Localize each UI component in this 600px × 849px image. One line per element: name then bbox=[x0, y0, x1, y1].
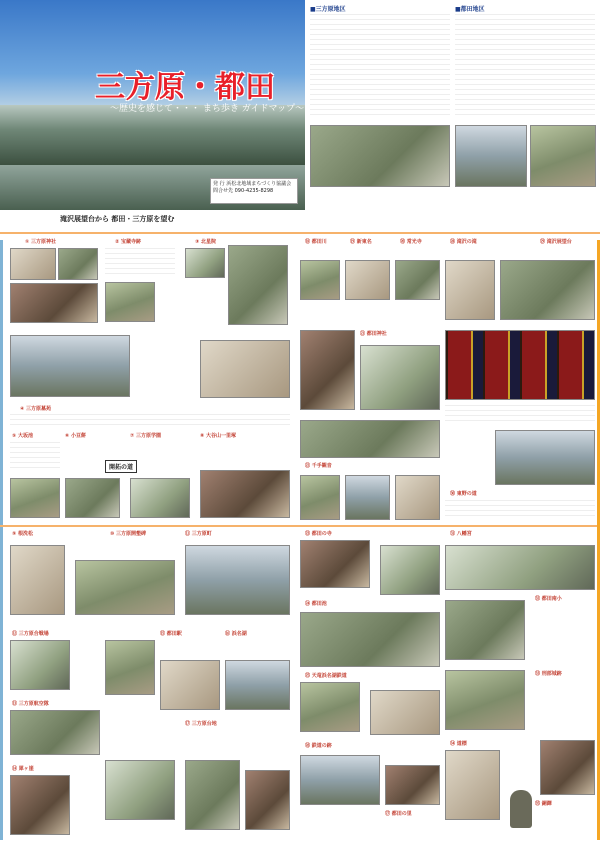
spot-4-photo bbox=[10, 335, 130, 397]
miyakoda-photo-2 bbox=[530, 125, 596, 187]
r-photo-6 bbox=[445, 670, 525, 730]
spot-13-label: ⑬ 三方原航空隊 bbox=[12, 701, 49, 707]
spot-1-photo-3 bbox=[10, 283, 98, 323]
r-photo-3 bbox=[495, 430, 595, 485]
spot-7-photo bbox=[130, 478, 190, 518]
mikatahara-heading: ■三方原地区 bbox=[310, 6, 346, 13]
m-photo-1 bbox=[300, 260, 340, 300]
m-photo-11 bbox=[380, 545, 440, 595]
spot-25-label: ㉕ 天竜浜名湖鉄道 bbox=[305, 673, 347, 679]
spot-3-photo bbox=[185, 248, 225, 278]
r-photo-2 bbox=[500, 260, 595, 320]
top-divider bbox=[0, 232, 600, 234]
cover-photo bbox=[0, 105, 305, 165]
spot-9-photo bbox=[10, 545, 65, 615]
m-photo-4 bbox=[300, 330, 355, 410]
spot-2-photo bbox=[105, 282, 155, 322]
spot-4-text bbox=[10, 414, 290, 428]
spot-3-label: ③ 北星院 bbox=[195, 239, 216, 245]
spot-11-label: ⑪ 三方原町 bbox=[185, 531, 212, 537]
m-photo-6 bbox=[300, 420, 440, 458]
spot-19-label: ⑲ 新東名 bbox=[350, 239, 372, 245]
spot-34-label: ㉞ 道標 bbox=[450, 741, 467, 747]
spot-12-photo bbox=[10, 640, 70, 690]
folding-screen-art bbox=[445, 330, 595, 400]
spot-5-label: ⑤ 大坂池 bbox=[12, 433, 33, 439]
spot-1-label: ① 三方原神社 bbox=[25, 239, 56, 245]
m-photo-14 bbox=[370, 690, 440, 735]
spot-4-label: ④ 三方原墓苑 bbox=[20, 406, 51, 412]
m-photo-2 bbox=[345, 260, 390, 300]
publisher-box bbox=[210, 178, 298, 204]
spot-18-photo bbox=[105, 760, 175, 820]
spot-12-label: ⑫ 三方原合戦場 bbox=[12, 631, 49, 637]
kaitaku-road-label: 開拓の道 bbox=[105, 460, 137, 473]
spot-19-photo bbox=[185, 760, 240, 830]
spot-20-label: ⑳ 常光寺 bbox=[400, 239, 422, 245]
spot-23-label: ㉓ 都田の寺 bbox=[305, 531, 332, 537]
spot-35-label: ㉟ 銅鐸 bbox=[535, 801, 552, 807]
r-photo-7 bbox=[445, 750, 500, 820]
spot-26-label: ㉖ 鉄道の跡 bbox=[305, 743, 332, 749]
r-text-2 bbox=[445, 500, 595, 520]
spot-27-label: ㉗ 都田の里 bbox=[385, 811, 412, 817]
spot-6-label: ⑥ 小豆餅 bbox=[65, 433, 86, 439]
spot-14-photo bbox=[10, 775, 70, 835]
spot-32-label: ㉜ 都田南小 bbox=[535, 596, 562, 602]
spot-2-text bbox=[105, 248, 175, 278]
r-photo-1 bbox=[445, 260, 495, 320]
r-photo-8 bbox=[540, 740, 595, 795]
spot-31-label: ㉛ 八幡宮 bbox=[450, 531, 472, 537]
publisher-name: 浜松北地域まちづくり協議会 bbox=[226, 181, 292, 187]
miyakoda-intro-text bbox=[455, 14, 595, 119]
left-accent-bar bbox=[0, 240, 3, 840]
spot-17-label: ⑰ 三方原台地 bbox=[185, 721, 217, 727]
r-text-1 bbox=[445, 405, 595, 425]
spot-9-label: ⑨ 根洗松 bbox=[12, 531, 33, 537]
spot-30-label: ㉚ 東野の道 bbox=[450, 491, 477, 497]
m-photo-3 bbox=[395, 260, 440, 300]
m-photo-5 bbox=[360, 345, 440, 410]
m-photo-9 bbox=[395, 475, 440, 520]
spot-17-photo bbox=[225, 660, 290, 710]
cover-title: 三方原・都田 bbox=[95, 70, 275, 105]
spot-14-label: ⑭ 犀ヶ崖 bbox=[12, 766, 34, 772]
spot-5-photo bbox=[10, 478, 60, 518]
contact-text: 問合せ先 090-4235-8298 bbox=[213, 188, 274, 194]
spot-16-photo bbox=[160, 660, 220, 710]
mid-divider bbox=[0, 525, 600, 527]
spot-15-photo bbox=[105, 640, 155, 695]
m-photo-13 bbox=[300, 682, 360, 732]
spot-20-photo bbox=[245, 770, 290, 830]
spot-5-text bbox=[10, 442, 60, 472]
r-photo-4 bbox=[445, 545, 595, 590]
r-photo-5 bbox=[445, 600, 525, 660]
spot-15-label: ⑮ 都田駅 bbox=[160, 631, 182, 637]
cover-subtitle: ～歴史を感じて・・・ まち歩き ガイドマップ～ bbox=[110, 104, 305, 114]
spot-8-photo bbox=[200, 470, 290, 518]
cover-caption: 滝沢展望台から 都田・三方原を望む bbox=[60, 215, 175, 223]
m-photo-8 bbox=[345, 475, 390, 520]
cover-panel bbox=[0, 0, 305, 210]
miyakoda-heading: ■都田地区 bbox=[455, 6, 485, 13]
m-photo-15 bbox=[300, 755, 380, 805]
spot-11-photo bbox=[185, 545, 290, 615]
spot-10-photo bbox=[75, 560, 175, 615]
spot-1-photo bbox=[10, 248, 56, 280]
mikatahara-intro-text bbox=[310, 14, 450, 119]
spot-16-label: ⑯ 浜名湖 bbox=[225, 631, 247, 637]
spot-6-photo bbox=[65, 478, 120, 518]
spot-4-photo-2 bbox=[200, 340, 290, 398]
miyakoda-photo-1 bbox=[455, 125, 527, 187]
spot-18-label: ⑱ 都田川 bbox=[305, 239, 327, 245]
spot-2-label: ② 宝蔵寺跡 bbox=[115, 239, 141, 245]
spot-33-label: ㉝ 刑部城跡 bbox=[535, 671, 562, 677]
mikatahara-photo-1 bbox=[310, 125, 450, 187]
spot-24-label: ㉔ 都田池 bbox=[305, 601, 327, 607]
publisher-label: 発 行 bbox=[213, 181, 225, 187]
spot-28-label: ㉘ 滝沢の滝 bbox=[450, 239, 477, 245]
m-photo-12 bbox=[300, 612, 440, 667]
m-photo-16 bbox=[385, 765, 440, 805]
m-photo-10 bbox=[300, 540, 370, 588]
spot-3-photo-2 bbox=[228, 245, 288, 325]
spot-29-label: ㉙ 滝沢展望台 bbox=[540, 239, 572, 245]
spot-8-label: ⑧ 大谷山一里塚 bbox=[200, 433, 236, 439]
spot-21-label: ㉑ 都田神社 bbox=[360, 331, 387, 337]
spot-1-photo-2 bbox=[58, 248, 98, 280]
spot-7-label: ⑦ 三方原学園 bbox=[130, 433, 161, 439]
spot-22-label: ㉒ 千手観音 bbox=[305, 463, 332, 469]
bronze-bell-icon bbox=[510, 790, 532, 828]
spot-13-photo bbox=[10, 710, 100, 755]
m-photo-7 bbox=[300, 475, 340, 520]
spot-10-label: ⑩ 三方原開墾碑 bbox=[110, 531, 146, 537]
